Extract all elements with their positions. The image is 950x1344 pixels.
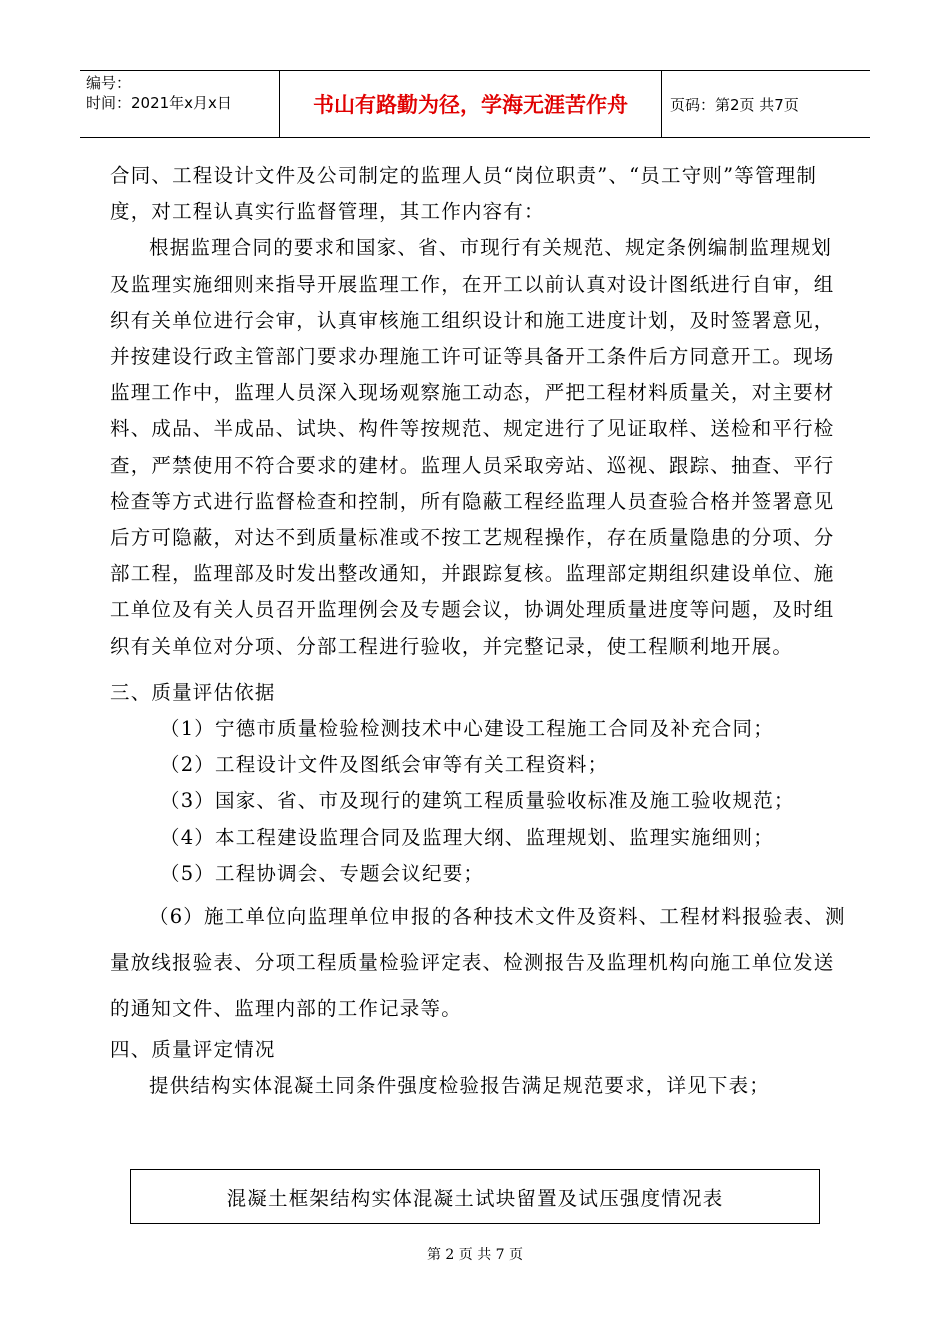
table-title: 混凝土框架结构实体混凝土试块留置及试压强度情况表 <box>226 1186 724 1210</box>
table-title-box <box>130 1169 820 1224</box>
header-motto: 书山有路勤为径，学海无涯苦作舟 <box>280 71 662 137</box>
section-four-title: 四、质量评定情况 <box>110 1038 276 1062</box>
basis-item-2: （2）工程设计文件及图纸会审等有关工程资料； <box>160 753 609 777</box>
doc-number-label: 编号： <box>86 74 132 92</box>
doc-time-label: 时间：2021年x月x日 <box>86 94 232 112</box>
page-header <box>80 70 870 138</box>
section-four-intro: 提供结构实体混凝土同条件强度检验报告满足规范要求，详见下表； <box>149 1074 771 1098</box>
paragraph-contract: 合同、工程设计文件及公司制定的监理人员“岗位职责”、“员工守则”等管理制度，对工程认真实行监督管理，其工作内容有： <box>110 164 818 224</box>
section-three-title: 三、质量评估依据 <box>110 680 276 704</box>
basis-item-5: （5）工程协调会、专题会议纪要； <box>160 861 485 885</box>
page-footer: 第 2 页 共 7 页 <box>426 1247 524 1263</box>
header-meta <box>80 71 280 137</box>
basis-item-6: （6）施工单位向监理单位申报的各种技术文件及资料、工程材料报验表、测量放线报验表、分项工程质量检验评定表、检测报告及监理机构向施工单位发送的通知文件、监理内部的工作记录等。 <box>110 905 846 1021</box>
basis-item-1: （1）宁德市质量检验检测技术中心建设工程施工合同及补充合同； <box>160 717 774 741</box>
header-page-info: 页码：第2页 共7页 <box>670 95 799 114</box>
paragraph-work-content: 根据监理合同的要求和国家、省、市现行有关规范、规定条例编制监理规划及监理实施细则来指导开展监理工作，在开工以前认真对设计图纸进行自审，组织有关单位进行会审，认真审核施工组织设计和施工进度计划，及时签署意见，并按建设行政主管部门要求办理施工许可证等具备开工条件后方同意开工。现场监理工作中，监理人员深入现场观察施工动态，严把工程材料质量关，对主要材料、成品、半成品、试块、构件等按规范、规定进行了见证取样、送检和平行检查，严禁使用不符合要求的建材。监理人员采取旁站、巡视、跟踪、抽查、平行检查等方式进行监督检查和控制，所有隐蔽工程经监理人员查验合格并签署意见后方可隐蔽，对达不到质量标准或不按工艺规程操作，存在质量隐患的分项、分部工程，监理部及时发出整改通知，并跟踪复核。监理部定期组织建设单位、施工单位及有关人员召开监理例会及专题会议，协调处理质量进度等问题，及时组织有关单位对分项、分部工程进行验收，并完整记录，使工程顺利地开展。 <box>110 236 835 658</box>
basis-item-4: （4）本工程建设监理合同及监理大纲、监理规划、监理实施细则； <box>160 825 774 849</box>
document-body <box>110 158 852 1104</box>
basis-item-3: （3）国家、省、市及现行的建筑工程质量验收标准及施工验收规范； <box>160 789 795 813</box>
